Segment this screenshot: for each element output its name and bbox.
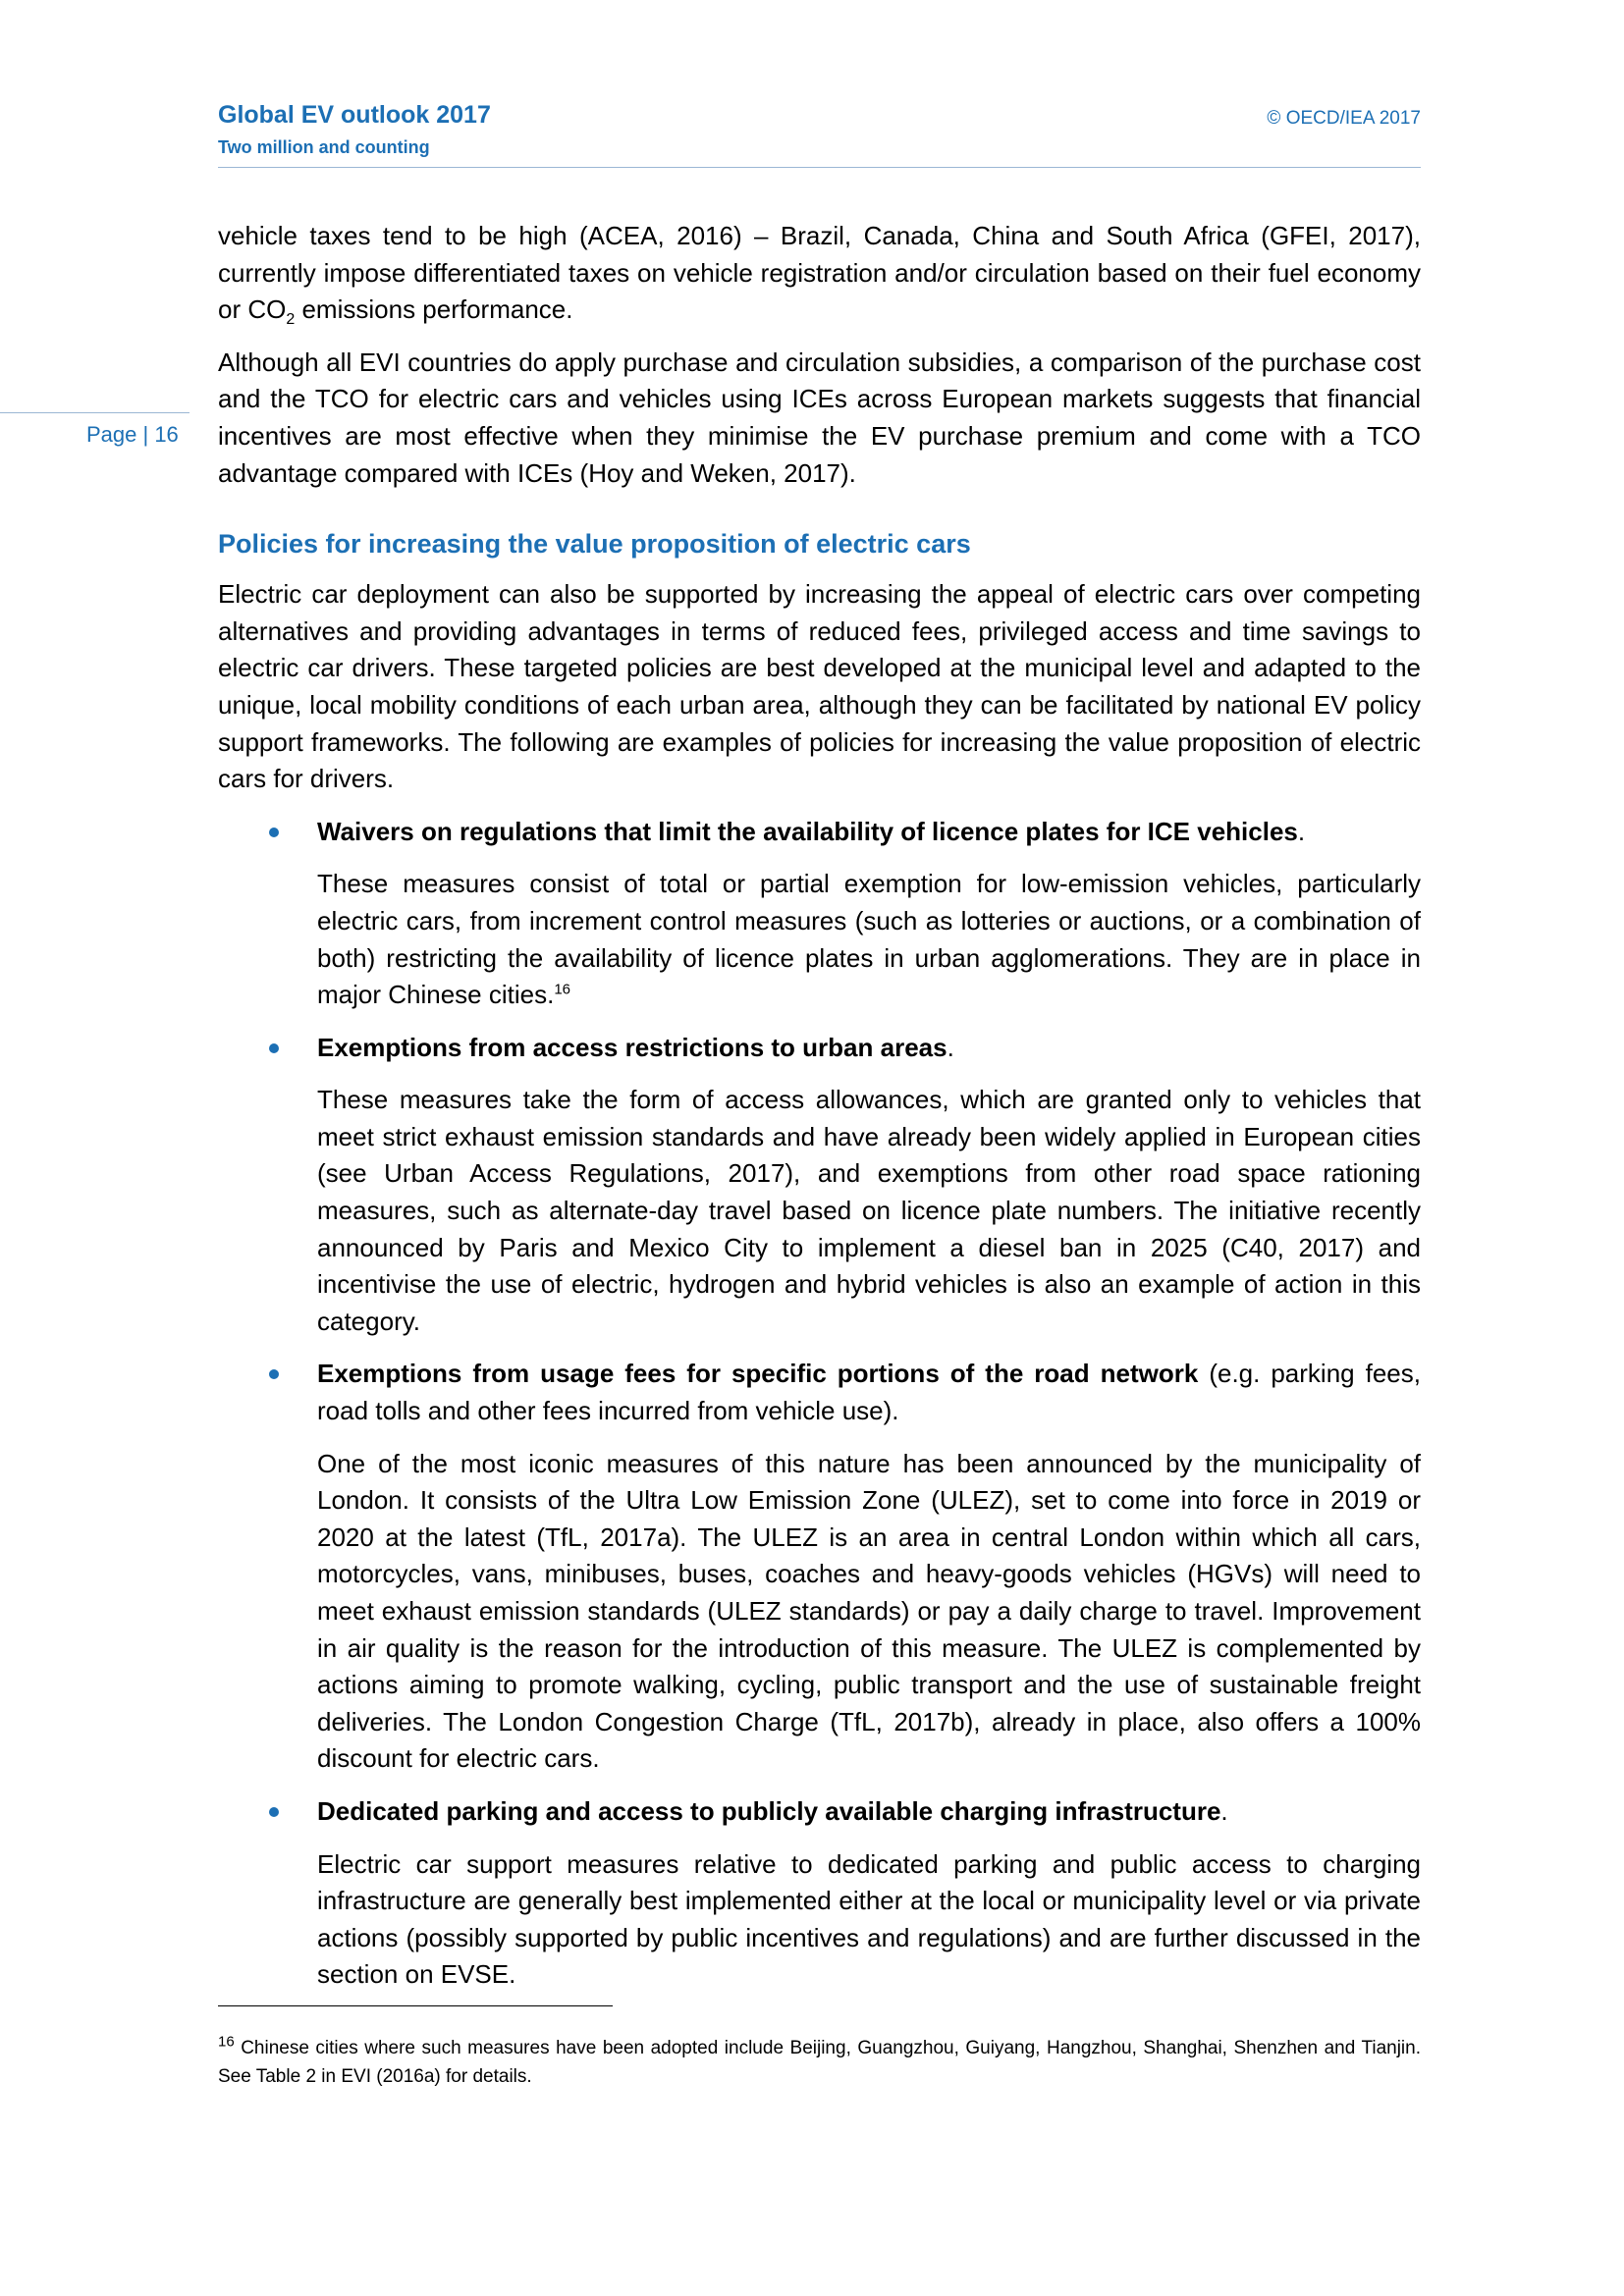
bullet-lead xyxy=(317,814,1421,851)
section-intro: Electric car deployment can also be supported by increasing the appeal of electric cars over competing alternatives and providing advantages in terms of reduced fees, privileged access and time savings to electric car drivers. These targeted policies are best developed at the municipal level and adapted to the unique, local mobility conditions of each urban area, although they can be facilitated by national EV policy support frameworks. The following are examples of policies for increasing the value proposition of electric cars for drivers. xyxy=(218,579,1421,794)
list-item xyxy=(218,814,1421,1014)
bullet-body: These measures take the form of access allowances, which are granted only to vehicles that meet strict exhaust emission standards and have already been widely applied in European cities (see Urban Access Regulations, 2017), and exemptions from other road space rationing measures, such as alternate-day travel based on licence plate numbers. The initiative recently announced by Paris and Mexico City to implement a diesel ban in 2025 (C40, 2017) and incentivise the use of electric, hydrogen and hybrid vehicles is also an example of action in this category. xyxy=(317,1085,1421,1336)
policy-list xyxy=(218,814,1421,1994)
report-title: Global EV outlook 2017 xyxy=(218,101,491,129)
report-subtitle: Two million and counting xyxy=(218,137,430,157)
subscript-2: 2 xyxy=(286,311,296,329)
bullet-title-rest: . xyxy=(1297,816,1306,846)
bullet-title-rest: . xyxy=(947,1032,954,1062)
bullet-lead xyxy=(317,1030,1421,1067)
section-heading: Policies for increasing the value proposition of electric cars xyxy=(218,529,971,560)
paragraph-text: vehicle taxes tend to be high (ACEA, 2016) – Brazil, Canada, China and South Africa (GFEI, 2017), currently impose differentiated taxes on vehicle registration and/or circulation based on their fuel economy or CO xyxy=(218,221,1421,325)
bullet-lead xyxy=(317,1356,1421,1429)
bullet-title: Exemptions from access restrictions to urban areas xyxy=(317,1032,947,1062)
footnote xyxy=(218,2034,1421,2091)
paragraph-subsidies: Although all EVI countries do apply purchase and circulation subsidies, a comparison of the purchase cost and the TCO for electric cars and vehicles using ICEs across European markets suggests that financial incentives are most effective when they minimise the EV purchase premium and come with a TCO advantage compared with ICEs (Hoy and Weken, 2017). xyxy=(218,347,1421,488)
bullet-title: Exemptions from usage fees for specific portions of the road network xyxy=(317,1359,1199,1389)
bullet-body xyxy=(317,866,1421,1013)
paragraph-vehicle-taxes xyxy=(218,218,1421,329)
page-header xyxy=(218,98,1421,168)
bullet-body: One of the most iconic measures of this nature has been announced by the municipality of London. It consists of the Ultra Low Emission Zone (ULEZ), set to come into force in 2019 or 2020 at the latest (TfL, 2017a). The ULEZ is an area in central London within which all cars, motorcycles, vans, minibuses, buses, coaches and heavy-goods vehicles (HGVs) will need to meet exhaust emission standards (ULEZ standards) or pay a daily charge to travel. Improvement in air quality is the reason for the introduction of this measure. The ULEZ is complemented by actions aiming to promote walking, cycling, public transport and the use of sustainable freight deliveries. The London Congestion Charge (TfL, 2017b), already in place, also offers a 100% discount for electric cars. xyxy=(317,1448,1421,1774)
footnote-divider xyxy=(218,2005,613,2006)
page-number: Page | 16 xyxy=(86,422,179,447)
bullet-icon xyxy=(269,828,279,837)
footnote-text: Chinese cities where such measures have been adopted include Beijing, Guangzhou, Guiyang, Hangzhou, Shanghai, Shenzhen and Tianjin. See Table 2 in EVI (2016a) for details. xyxy=(218,2038,1421,2087)
list-item xyxy=(218,1030,1421,1341)
list-item xyxy=(218,1793,1421,1994)
bullet-body: Electric car support measures relative to dedicated parking and public access to charging infrastructure are generally best implemented either at the local or municipality level or via private actions (possibly supported by public incentives and regulations) and are further discussed in the section on EVSE. xyxy=(317,1848,1421,1990)
footnote-number: 16 xyxy=(218,2033,235,2051)
bullet-icon xyxy=(269,1043,279,1053)
paragraph-text: emissions performance. xyxy=(295,294,573,325)
bullet-title-rest: . xyxy=(1220,1795,1228,1826)
copyright-notice: © OECD/IEA 2017 xyxy=(1267,108,1421,129)
main-content xyxy=(218,218,1421,2009)
footnote-ref[interactable]: 16 xyxy=(554,981,570,998)
margin-divider xyxy=(0,412,189,413)
bullet-lead xyxy=(317,1793,1421,1831)
list-item xyxy=(218,1356,1421,1778)
bullet-title: Dedicated parking and access to publicly available charging infrastructure xyxy=(317,1795,1221,1826)
bullet-title: Waivers on regulations that limit the availability of licence plates for ICE vehicles xyxy=(317,816,1298,846)
bullet-icon xyxy=(269,1807,279,1817)
bullet-title-rest: (e.g. parking fees, road tolls and other fees incurred from vehicle use). xyxy=(317,1359,1421,1426)
bullet-body-text: These measures consist of total or partial exemption for low-emission vehicles, particularly electric cars, from increment control measures (such as lotteries or auctions, or a combination of both) restricting the availability of licence plates in urban agglomerations. They are in place in major Chinese cities. xyxy=(317,869,1421,1010)
bullet-icon xyxy=(269,1369,279,1379)
